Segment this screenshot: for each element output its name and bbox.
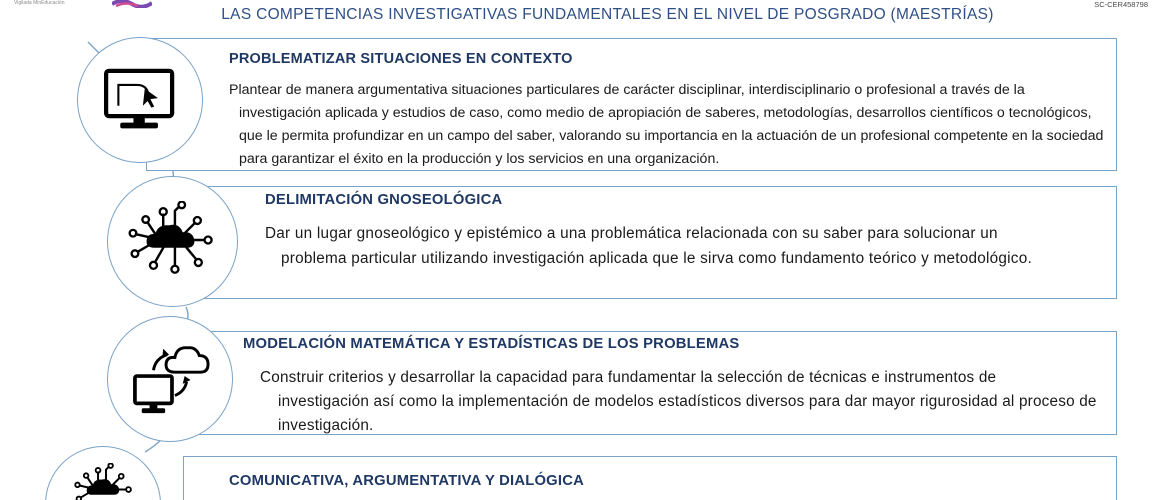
- competency-icon-circle: [77, 37, 203, 163]
- description-rest: problema particular utilizando investigación aplicada que le sirva como fundamento teórico y metodológico.: [281, 250, 1032, 267]
- competency-card-modelacion: [183, 331, 1117, 435]
- certificate-code: SC-CER458798: [1094, 0, 1148, 9]
- competency-icon-circle: [107, 316, 233, 442]
- competency-title: PROBLEMATIZAR SITUACIONES EN CONTEXTO: [229, 51, 573, 67]
- logo-caption: Vigilada MinEducación: [14, 0, 65, 6]
- competency-card-comunicativa: [183, 456, 1117, 500]
- competency-title: COMUNICATIVA, ARGUMENTATIVA Y DIALÓGICA: [229, 473, 584, 489]
- description-rest: investigación así como la implementación de modelos estadísticos diversos para dar mayor rigurosidad al proceso de investigación.: [278, 393, 1097, 434]
- description-first-line: Plantear de manera argumentativa situaciones particulares de carácter disciplinar, interdisciplinario o profesional a través de la: [229, 82, 1025, 98]
- cloud-network-icon: [74, 463, 134, 500]
- competency-card-problematizar: [146, 38, 1117, 171]
- description-first-line: Dar un lugar gnoseológico y epistémico a una problemática relacionada con su saber para solucionar un: [265, 225, 998, 242]
- cloud-network-icon: [128, 201, 216, 279]
- description-first-line: Construir criterios y desarrollar la capacidad para fundamentar la selección de técnicas e instrumentos de: [260, 369, 997, 386]
- competency-title: MODELACIÓN MATEMÁTICA Y ESTADÍSTICAS DE LOS PROBLEMAS: [243, 336, 740, 352]
- competency-card-gnoseologica: [181, 186, 1117, 299]
- description-rest: investigación aplicada y estudios de caso, como medio de apropiación de saberes, metodologías, desarrollos científicos o tecnológicos, que le permita profundizar en un campo del saber, valorando su importancia en la actuación de un profesional competente en la sociedad para garantizar el éxito en la producción y los servicios en una organización.: [239, 105, 1104, 167]
- competency-description: [260, 366, 1110, 438]
- competency-description: [229, 79, 1109, 171]
- monitor-cursor-icon: [103, 68, 179, 134]
- competency-description: [265, 221, 1105, 271]
- competency-title: DELIMITACIÓN GNOSEOLÓGICA: [265, 192, 503, 208]
- page-subtitle: LAS COMPETENCIAS INVESTIGATIVAS FUNDAMENTALES EN EL NIVEL DE POSGRADO (MAESTRÍAS): [221, 6, 994, 23]
- competency-icon-circle: [107, 176, 238, 307]
- cloud-sync-monitor-icon: [132, 339, 210, 417]
